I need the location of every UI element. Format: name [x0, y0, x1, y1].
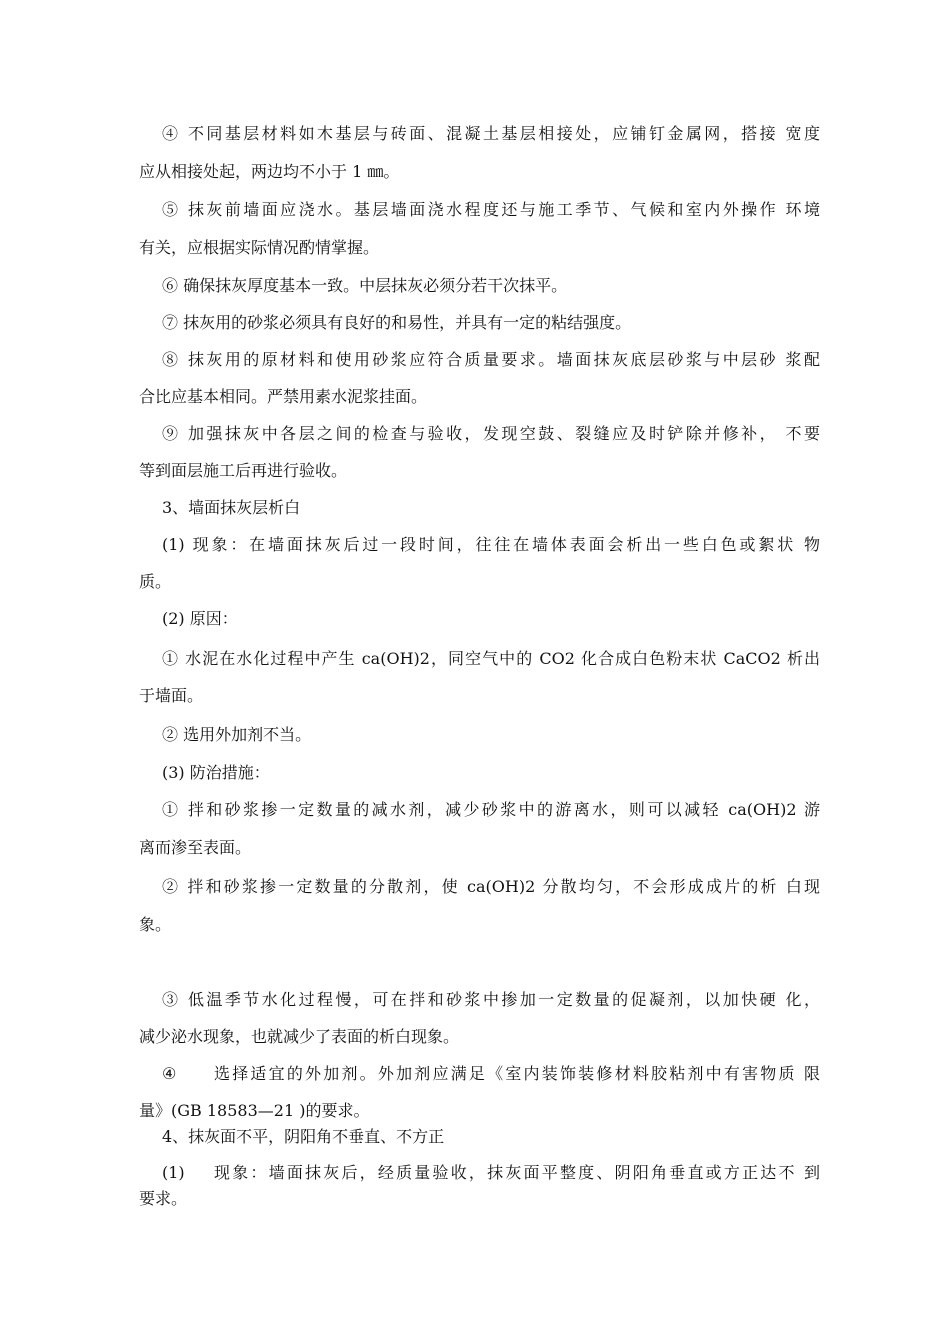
text-line: 选择适宜的外加剂。外加剂应满足《室内装饰装修材料胶粘剂中有害物质 限: [214, 1064, 820, 1083]
text-line: 有关，应根据实际情况酌情掌握。: [139, 238, 380, 257]
text-line: 离而渗至表面。: [139, 838, 252, 857]
text-line: ④ 不同基层材料如木基层与砖面、混凝土基层相接处，应铺钉金属网，搭接 宽度: [162, 124, 820, 143]
text-line: ⑨ 加强抹灰中各层之间的检查与验收，发现空鼓、裂缝应及时铲除并修补， 不要: [162, 424, 820, 443]
text-line: ⑤ 抹灰前墙面应浇水。基层墙面浇水程度还与施工季节、气候和室内外操作 环境: [162, 200, 820, 219]
text-line: ① 拌和砂浆掺一定数量的减水剂，减少砂浆中的游离水，则可以减轻 ca(OH)2 游: [162, 800, 820, 819]
text-line: ⑦ 抹灰用的砂浆必须具有良好的和易性，并具有一定的粘结强度。: [162, 313, 632, 332]
text-line: ③ 低温季节水化过程慢，可在拌和砂浆中掺加一定数量的促凝剂，以加快硬 化，: [162, 990, 820, 1009]
heading-text: 4、抹灰面不平，阴阳角不垂直、不方正: [162, 1127, 445, 1146]
text-line: 质。: [139, 572, 172, 591]
list-marker: (1): [162, 1163, 185, 1182]
text-line: (2) 原因：: [162, 609, 238, 628]
text-line: (1) 现象：在墙面抹灰后过一段时间，往往在墙体表面会析出一些白色或絮状 物: [162, 535, 820, 554]
heading-text: 3、墙面抹灰层析白: [162, 498, 301, 517]
text-line: 合比应基本相同。严禁用素水泥浆挂面。: [139, 387, 428, 406]
text-line: ② 拌和砂浆掺一定数量的分散剂，使 ca(OH)2 分散均匀，不会形成成片的析 白现: [162, 877, 820, 896]
text-line: 应从相接处起，两边均不小于 1 ㎜。: [139, 162, 400, 181]
text-line: ⑥ 确保抹灰厚度基本一致。中层抹灰必须分若干次抹平。: [162, 276, 568, 295]
text-line: 要求。: [139, 1189, 188, 1208]
text-line: (3) 防治措施：: [162, 763, 270, 782]
text-line: ① 水泥在水化过程中产生 ca(OH)2，同空气中的 CO2 化合成白色粉末状 CaCO2 析出: [162, 649, 820, 668]
text-line: 现象：墙面抹灰后，经质量验收，抹灰面平整度、阴阳角垂直或方正达不 到: [214, 1163, 820, 1182]
text-line: 象。: [139, 915, 172, 934]
text-line: 于墙面。: [139, 686, 204, 705]
text-line: 量》(GB 18583—21 )的要求。: [139, 1101, 370, 1120]
text-line: ⑧ 抹灰用的原材料和使用砂浆应符合质量要求。墙面抹灰底层砂浆与中层砂 浆配: [162, 350, 820, 369]
list-marker: ④: [162, 1064, 177, 1083]
text-line: ② 选用外加剂不当。: [162, 725, 312, 744]
text-line: 减少泌水现象，也就减少了表面的析白现象。: [139, 1027, 460, 1046]
text-line: 等到面层施工后再进行验收。: [139, 461, 348, 480]
